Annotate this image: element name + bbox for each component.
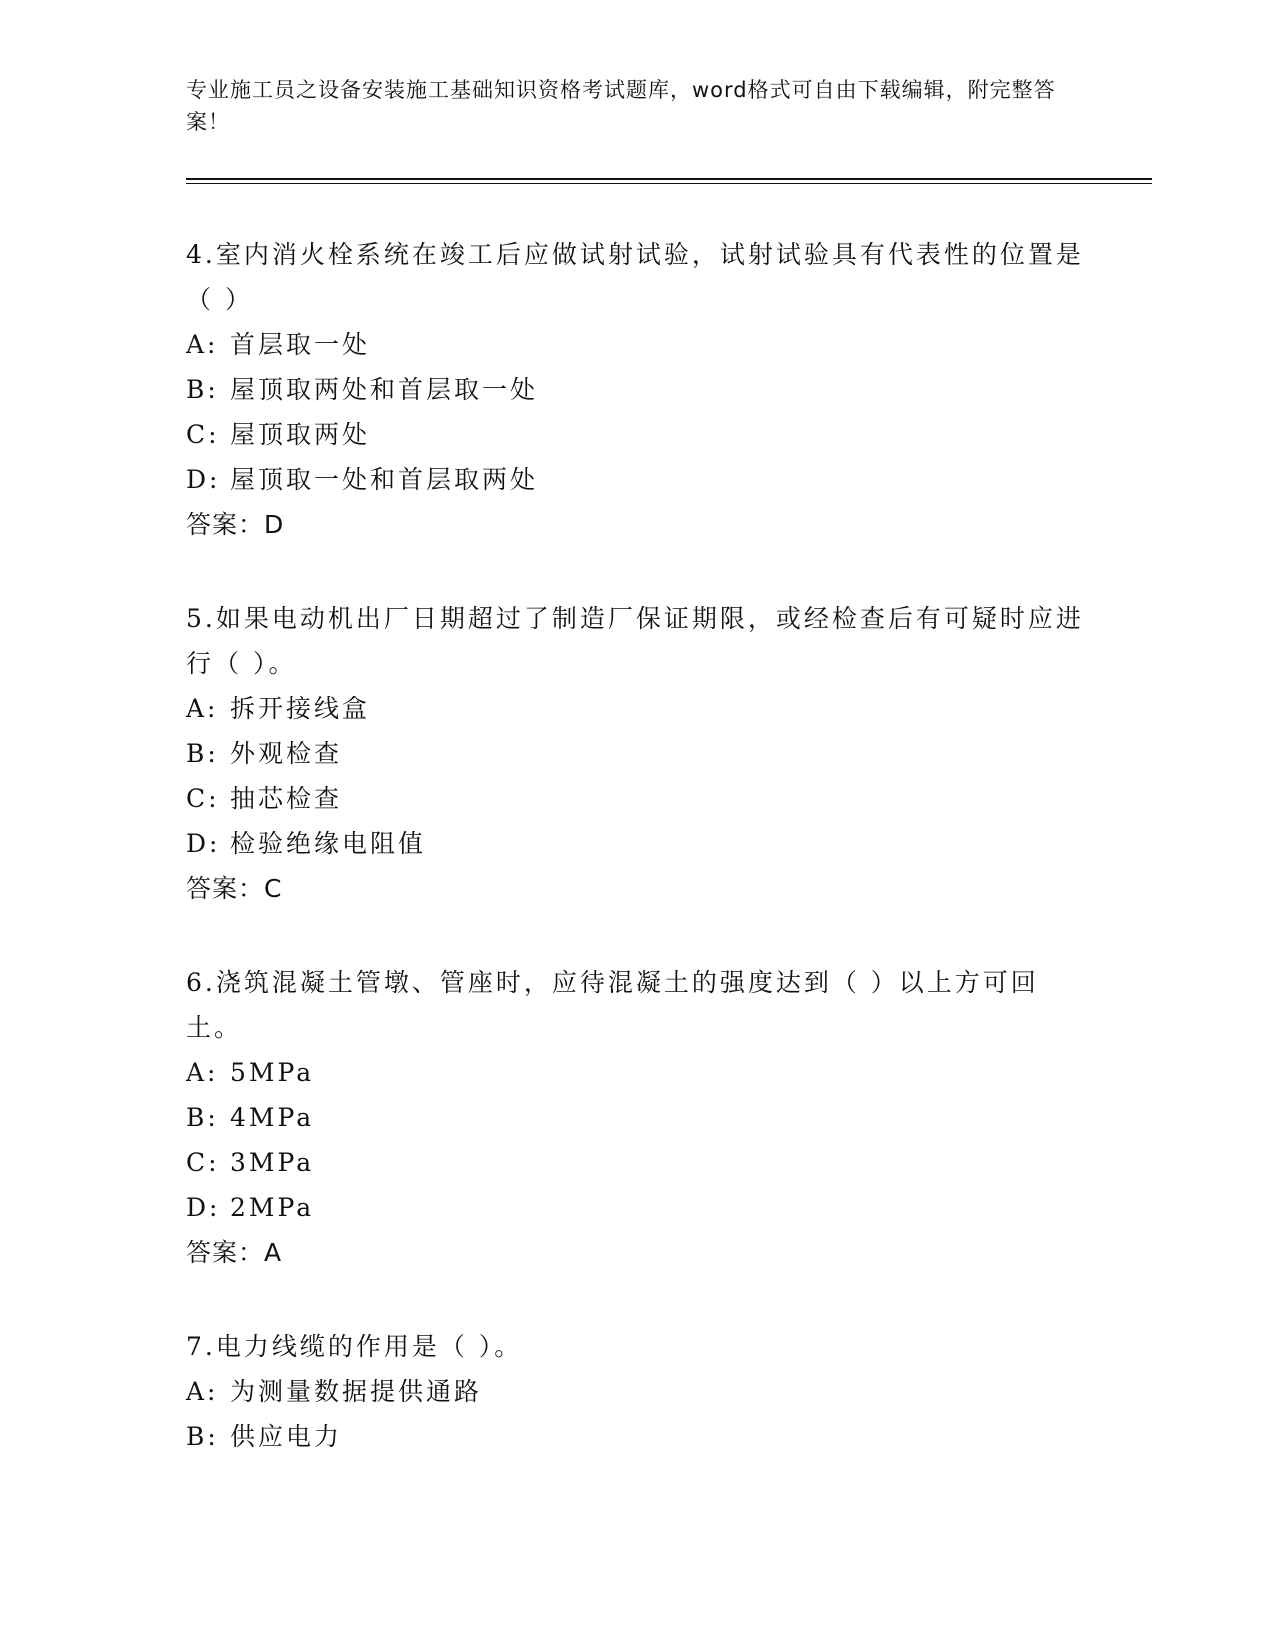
document-header: 专业施工员之设备安装施工基础知识资格考试题库，word格式可自由下载编辑，附完整答案！ <box>186 78 1056 134</box>
question-option <box>186 412 1086 457</box>
option-text: 屋顶取两处 <box>230 420 371 449</box>
option-key: B: <box>186 1103 219 1132</box>
option-text: 外观检查 <box>230 739 343 768</box>
option-text: 抽芯检查 <box>230 784 343 813</box>
question-answer: 答案：C <box>186 874 283 903</box>
question-answer: 答案：A <box>186 1238 283 1267</box>
option-key: B: <box>186 375 219 404</box>
question-option <box>186 776 1086 821</box>
question-option <box>186 322 1086 367</box>
option-key: D: <box>186 465 221 494</box>
option-text: 3MPa <box>230 1148 315 1177</box>
question-stem: 7.电力线缆的作用是（ ）。 <box>186 1332 523 1361</box>
option-text: 2MPa <box>230 1193 315 1222</box>
option-key: C: <box>186 784 220 813</box>
option-key: D: <box>186 1193 221 1222</box>
option-key: A: <box>186 694 219 723</box>
option-text: 拆开接线盒 <box>230 694 371 723</box>
option-key: C: <box>186 420 220 449</box>
question-option <box>186 731 1086 776</box>
question-option <box>186 1414 1086 1459</box>
option-text: 5MPa <box>230 1058 315 1087</box>
question-option <box>186 1185 1086 1230</box>
option-text: 屋顶取一处和首层取两处 <box>230 465 539 494</box>
option-text: 为测量数据提供通路 <box>230 1377 483 1406</box>
option-text: 首层取一处 <box>230 330 371 359</box>
option-key: A: <box>186 1058 219 1087</box>
header-divider-thin <box>186 183 1152 184</box>
option-text: 4MPa <box>230 1103 315 1132</box>
question-option <box>186 457 1086 502</box>
question-stem: 5.如果电动机出厂日期超过了制造厂保证期限，或经检查后有可疑时应进行（ ）。 <box>186 604 1084 678</box>
question-block <box>186 232 1086 547</box>
option-key: C: <box>186 1148 220 1177</box>
question-option <box>186 1140 1086 1185</box>
question-option <box>186 367 1086 412</box>
question-answer: 答案：D <box>186 510 285 539</box>
question-stem: 6.浇筑混凝土管墩、管座时，应待混凝土的强度达到（ ）以上方可回土。 <box>186 968 1039 1042</box>
question-stem: 4.室内消火栓系统在竣工后应做试射试验，试射试验具有代表性的位置是（ ） <box>186 240 1084 314</box>
option-text: 检验绝缘电阻值 <box>230 829 427 858</box>
option-key: D: <box>186 829 221 858</box>
option-key: A: <box>186 330 219 359</box>
option-key: B: <box>186 739 219 768</box>
question-block <box>186 596 1086 911</box>
question-option <box>186 1050 1086 1095</box>
option-text: 屋顶取两处和首层取一处 <box>230 375 539 404</box>
option-key: A: <box>186 1377 219 1406</box>
question-option <box>186 686 1086 731</box>
question-option <box>186 1369 1086 1414</box>
header-divider-thick <box>186 178 1152 180</box>
question-option <box>186 821 1086 866</box>
option-text: 供应电力 <box>230 1422 343 1451</box>
option-key: B: <box>186 1422 219 1451</box>
question-block <box>186 960 1086 1275</box>
question-block <box>186 1324 1086 1459</box>
question-option <box>186 1095 1086 1140</box>
